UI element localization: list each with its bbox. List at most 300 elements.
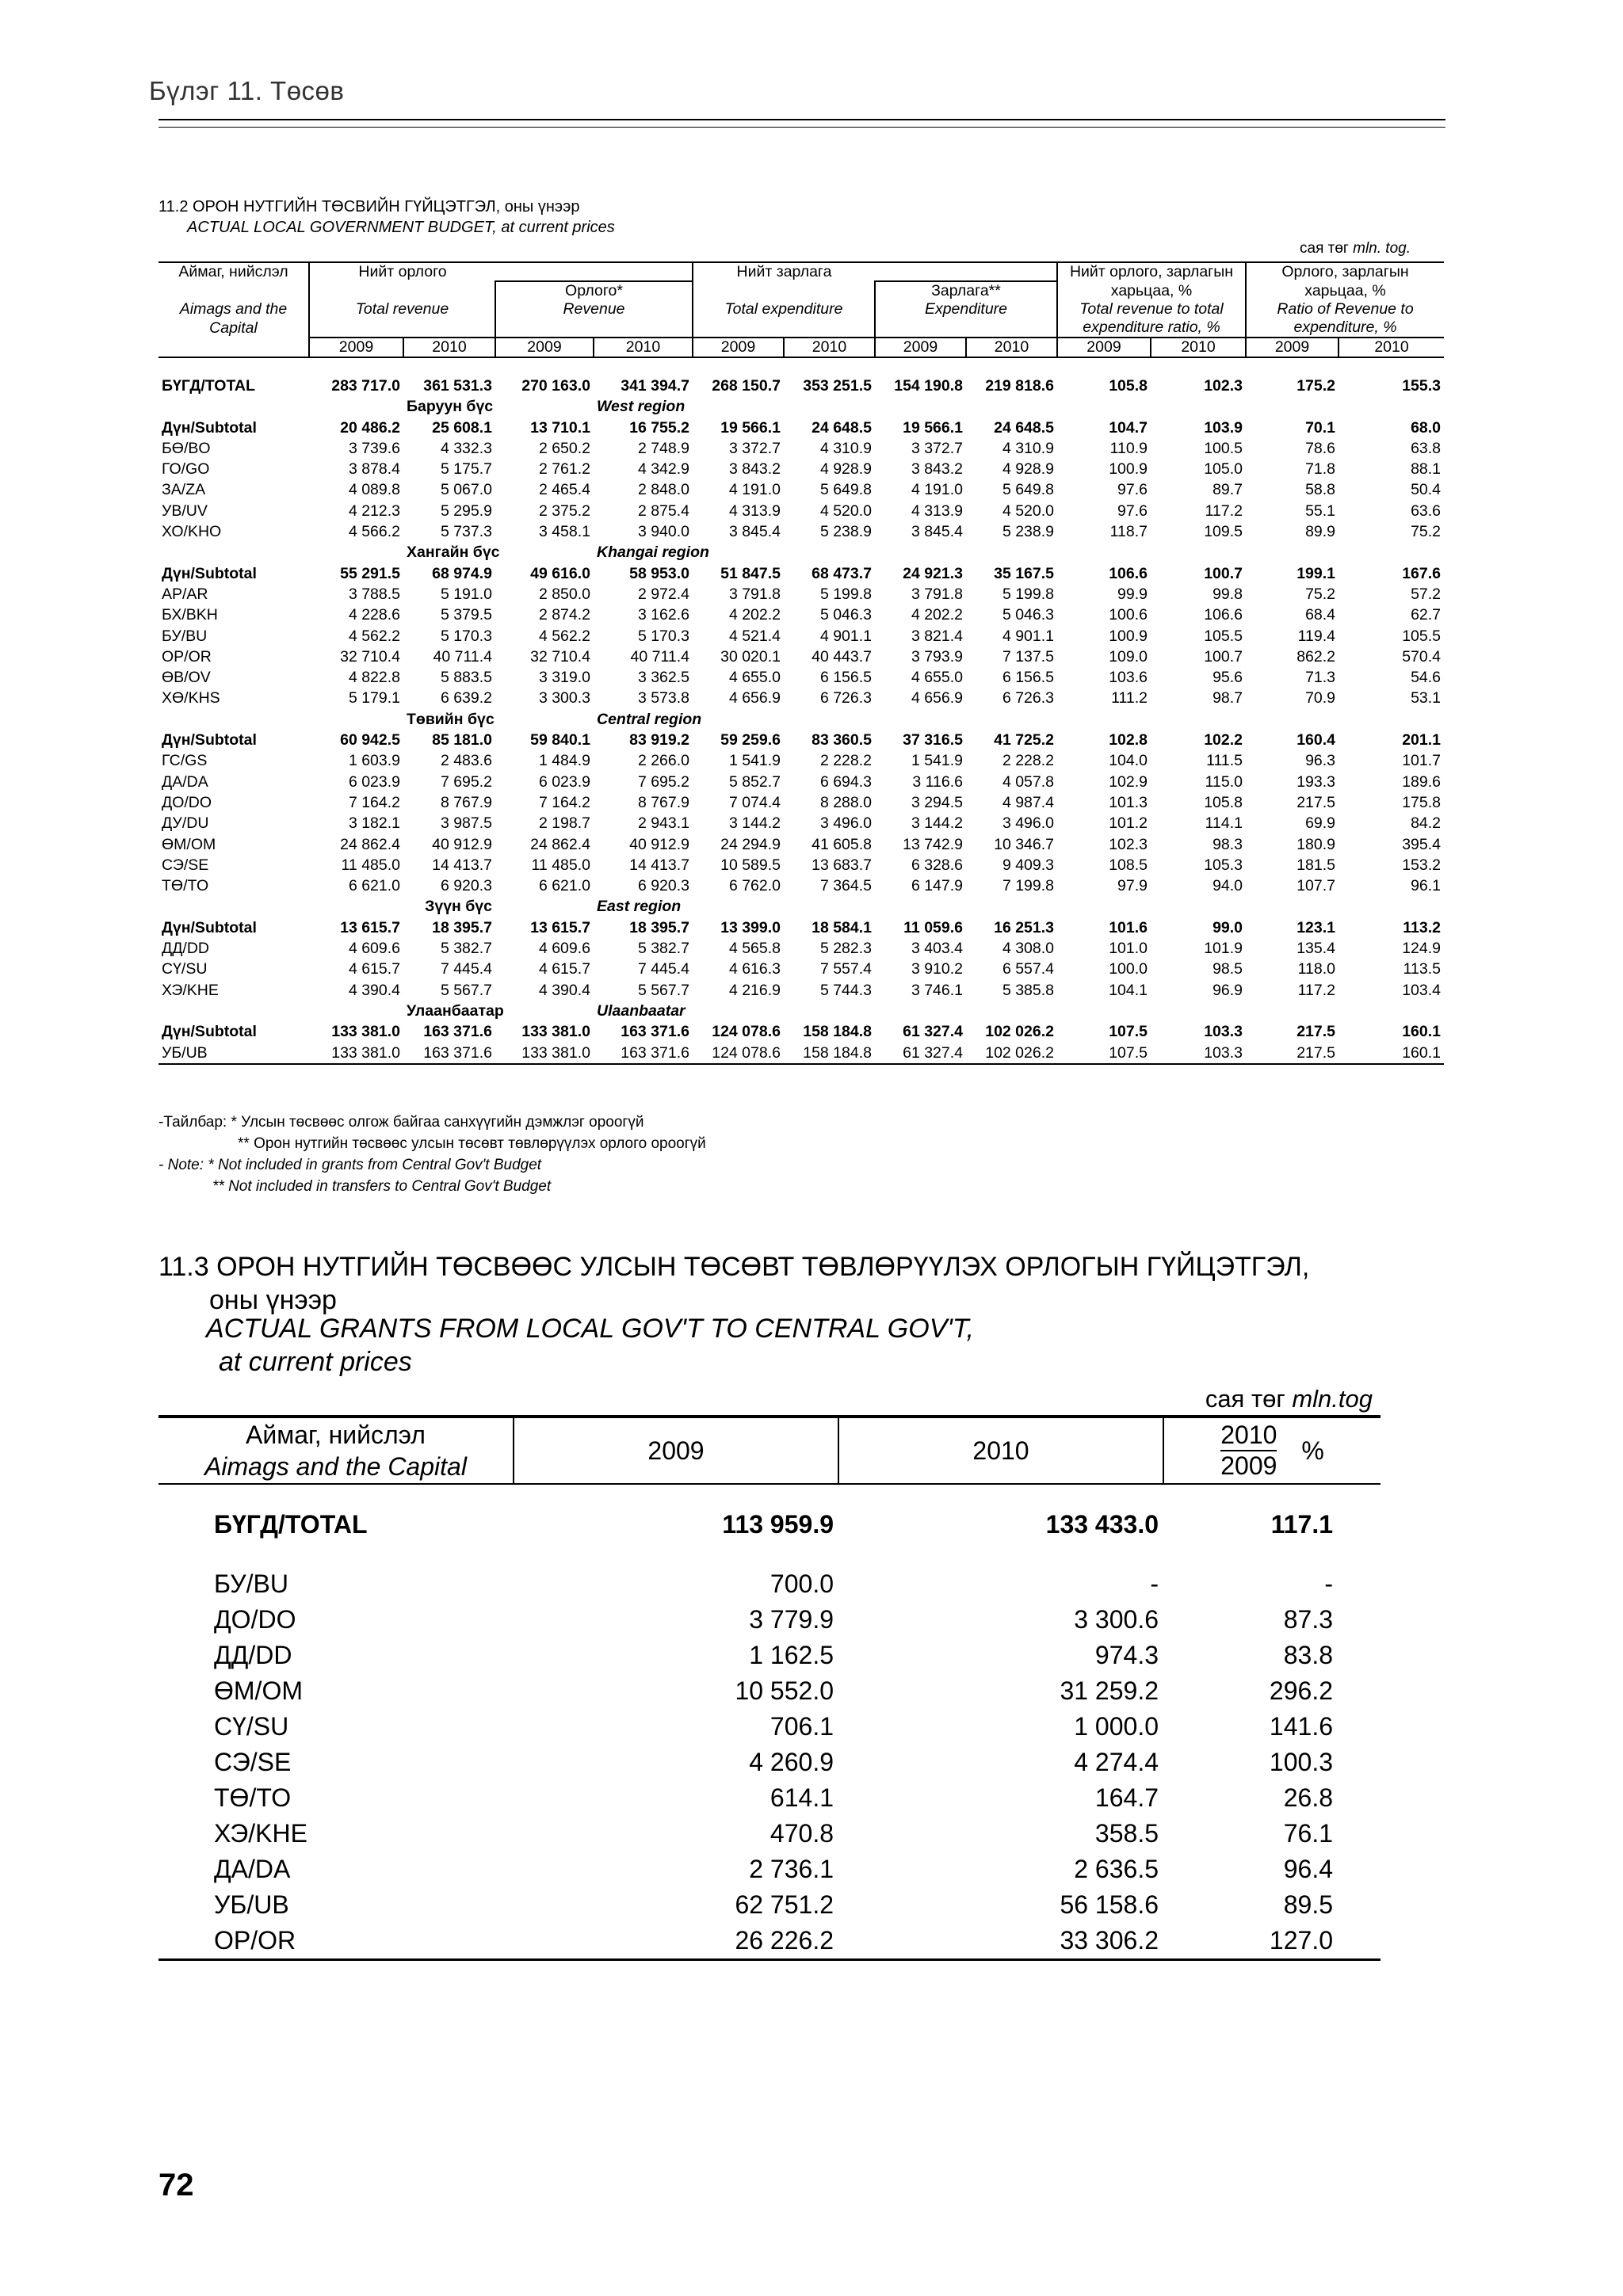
cell-value: 49 616.0 <box>530 564 590 582</box>
cell-value: 94.0 <box>1212 877 1243 895</box>
cell-value: 2 850.0 <box>538 585 590 603</box>
cell-value: 217.5 <box>1296 793 1336 811</box>
cell-value: 133 381.0 <box>331 1023 400 1041</box>
row-label: ДД/DD <box>214 1641 292 1669</box>
table-row <box>158 459 1444 479</box>
cell-value: 5 744.3 <box>819 981 872 999</box>
cell-value: 117.2 <box>1205 502 1243 520</box>
table-row <box>158 834 1444 855</box>
cell-value: 5 199.8 <box>1002 585 1054 603</box>
cell-value: 5 567.7 <box>637 981 689 999</box>
cell-value: 6 762.0 <box>728 877 781 895</box>
t2-head-2009: 2009 <box>514 1417 838 1484</box>
cell-value: 5 567.7 <box>440 981 492 999</box>
cell-value: 7 557.4 <box>819 960 872 978</box>
cell-value: 13 399.0 <box>720 918 781 936</box>
cell-value: 103.4 <box>1402 981 1442 999</box>
t1-head-total-rev: Нийт орлого <box>309 262 495 281</box>
cell-value: 3 746.1 <box>911 981 963 999</box>
cell-value: 102 026.2 <box>985 1043 1054 1062</box>
cell-value: 24 294.9 <box>720 835 781 853</box>
note-4: ** Not included in transfers to Central Gov't Budget <box>212 1178 552 1195</box>
cell-value: 68.0 <box>1411 418 1442 437</box>
cell-value: 7 695.2 <box>440 772 492 791</box>
cell-value: 26 226.2 <box>735 1926 834 1955</box>
cell-value: 100.0 <box>1109 960 1148 978</box>
cell-value: 63.6 <box>1411 502 1442 520</box>
cell-value: 5 046.3 <box>819 606 872 624</box>
cell-value: 58.8 <box>1305 481 1336 499</box>
row-label: ДА/DA <box>162 772 208 791</box>
t2-head-aimag-en: Aimags and the Capital <box>204 1452 467 1481</box>
note-1: -Тайлбар: * Улсын төсвөөс олгож байгаа санхүүгийн дэмжлэг ороогүй <box>158 1114 644 1131</box>
cell-value: 118.7 <box>1109 523 1148 541</box>
row-label: Дүн/Subtotal <box>162 418 257 437</box>
cell-value: 217.5 <box>1296 1043 1336 1062</box>
t1-head-ratio1-en-b: expenditure ratio, % <box>1057 318 1246 338</box>
cell-value: 3 496.0 <box>1002 814 1054 833</box>
cell-value: 3 496.0 <box>819 814 872 833</box>
cell-value: 167.6 <box>1402 564 1442 582</box>
cell-value: 113.5 <box>1403 960 1442 978</box>
cell-value: 164.7 <box>1094 1783 1159 1812</box>
t1-head-ratio1-b: харьцаа, % <box>1057 281 1246 300</box>
cell-value: 270 163.0 <box>521 377 590 395</box>
cell-value: 163 371.6 <box>621 1043 689 1062</box>
table-row <box>158 438 1444 459</box>
cell-value: 113 959.9 <box>722 1510 834 1539</box>
cell-value: 100.5 <box>1204 439 1243 457</box>
cell-value: 101.0 <box>1109 940 1148 958</box>
t1-head-rev: Орлого* <box>495 281 693 300</box>
cell-value: 4 216.9 <box>728 981 781 999</box>
cell-value: 4 655.0 <box>911 669 963 687</box>
cell-value: 5 649.8 <box>819 481 872 499</box>
cell-value: 1 541.9 <box>911 752 963 770</box>
cell-value: 4 562.2 <box>538 627 590 645</box>
cell-value: 4 313.9 <box>728 502 781 520</box>
cell-value: 114.1 <box>1205 814 1243 833</box>
cell-value: 5 649.8 <box>1002 481 1054 499</box>
cell-value: 4 390.4 <box>538 981 590 999</box>
cell-value: 19 566.1 <box>720 418 781 437</box>
cell-value: 2 848.0 <box>637 481 689 499</box>
cell-value: 4 390.4 <box>348 981 400 999</box>
t2-head-ratio-top: 2010 <box>1220 1421 1277 1451</box>
table-row <box>158 938 1444 959</box>
cell-value: 63.8 <box>1411 439 1442 457</box>
cell-value: 110.9 <box>1109 439 1148 457</box>
cell-value: 4 308.0 <box>1002 940 1054 958</box>
cell-value: 5 883.5 <box>440 669 492 687</box>
cell-value: 180.9 <box>1296 835 1336 853</box>
cell-value: 13 615.7 <box>530 918 590 936</box>
cell-value: 5 046.3 <box>1002 606 1054 624</box>
t1-head-year: 2010 <box>966 338 1057 357</box>
cell-value: 133 381.0 <box>521 1043 590 1062</box>
cell-value: 4 310.9 <box>819 439 872 457</box>
region-name-mn: Хангайн бүс <box>407 543 500 562</box>
cell-value: 101.7 <box>1402 752 1442 770</box>
cell-value: 2 228.2 <box>1002 752 1054 770</box>
subtotal-row <box>158 376 1444 396</box>
t1-head-rev-en: Revenue <box>495 300 693 318</box>
cell-value: 100.3 <box>1269 1748 1333 1776</box>
table-row <box>158 646 1444 667</box>
region-row <box>158 396 1444 417</box>
table-row <box>158 792 1444 813</box>
cell-value: 614.1 <box>769 1783 834 1812</box>
cell-value: 3 910.2 <box>911 960 963 978</box>
cell-value: 40 443.7 <box>812 647 872 666</box>
t1-head-ratio2-a: Орлого, зарлагын <box>1246 262 1444 281</box>
row-label: УВ/UV <box>162 502 208 520</box>
region-row <box>158 542 1444 563</box>
cell-value: 7 164.2 <box>348 793 400 811</box>
cell-value: 40 912.9 <box>432 835 492 853</box>
cell-value: 102.3 <box>1109 835 1148 853</box>
cell-value: 69.9 <box>1305 814 1336 833</box>
cell-value: 5 382.7 <box>637 940 689 958</box>
cell-value: 6 726.3 <box>819 689 872 707</box>
cell-value: 4 342.9 <box>637 460 689 479</box>
cell-value: 9 409.3 <box>1002 856 1054 874</box>
cell-value: 8 288.0 <box>819 793 872 811</box>
cell-value: 3 843.2 <box>911 460 963 479</box>
t1-head-total-exp: Нийт зарлага <box>693 262 875 281</box>
cell-value: 89.5 <box>1283 1890 1333 1919</box>
cell-value: 88.1 <box>1411 460 1442 479</box>
cell-value: 3 793.9 <box>911 647 963 666</box>
cell-value: 99.9 <box>1117 585 1148 603</box>
cell-value: 160.1 <box>1402 1043 1442 1062</box>
cell-value: 16 755.2 <box>629 418 689 437</box>
cell-value: 96.1 <box>1411 877 1442 895</box>
cell-value: 219 818.6 <box>985 377 1054 395</box>
table2-title-en-2: at current prices <box>219 1347 412 1377</box>
cell-value: 83 360.5 <box>812 731 872 749</box>
t2-head-fraction <box>1220 1421 1277 1481</box>
cell-value: 50.4 <box>1411 481 1442 499</box>
cell-value: 5 737.3 <box>440 523 492 541</box>
region-name-en: Khangai region <box>597 543 709 562</box>
table-row <box>158 1745 1381 1780</box>
t1-head-year: 2009 <box>309 338 403 357</box>
row-label: ОР/OR <box>214 1926 296 1955</box>
cell-value: 62.7 <box>1411 606 1442 624</box>
cell-value: 24 648.5 <box>812 418 872 437</box>
cell-value: 32 710.4 <box>530 647 590 666</box>
table-row <box>158 1852 1381 1887</box>
cell-value: 7 164.2 <box>538 793 590 811</box>
cell-value: 7 074.4 <box>728 793 781 811</box>
t1-head-ratio1-a: Нийт орлого, зарлагын <box>1057 262 1246 281</box>
table2 <box>158 1415 1381 1962</box>
region-row <box>158 709 1444 730</box>
cell-value: 6 156.5 <box>819 669 872 687</box>
cell-value: 4 057.8 <box>1002 772 1054 791</box>
cell-value: 6 726.3 <box>1002 689 1054 707</box>
cell-value: 4 191.0 <box>728 481 781 499</box>
cell-value: 87.3 <box>1283 1605 1333 1634</box>
cell-value: 361 531.3 <box>423 377 492 395</box>
cell-value: 155.3 <box>1402 377 1442 395</box>
cell-value: 4 609.6 <box>348 940 400 958</box>
cell-value: 4 260.9 <box>749 1748 834 1776</box>
cell-value: 6 156.5 <box>1002 669 1054 687</box>
cell-value: 4 656.9 <box>911 689 963 707</box>
cell-value: 107.7 <box>1296 877 1336 895</box>
cell-value: 158 184.8 <box>803 1043 872 1062</box>
cell-value: 133 433.0 <box>1045 1510 1159 1539</box>
cell-value: 10 589.5 <box>720 856 781 874</box>
cell-value: 95.6 <box>1212 669 1243 687</box>
cell-value: 1 000.0 <box>1074 1712 1159 1741</box>
cell-value: 18 395.7 <box>629 918 689 936</box>
cell-value: 3 821.4 <box>911 627 963 645</box>
region-name-mn: Баруун бүс <box>407 398 494 416</box>
cell-value: 41 725.2 <box>994 731 1054 749</box>
cell-value: 3 987.5 <box>440 814 492 833</box>
cell-value: 117.1 <box>1270 1510 1333 1539</box>
cell-value: 56 158.6 <box>1060 1890 1159 1919</box>
row-label: БҮГД/TOTAL <box>162 377 255 395</box>
cell-value: 68 473.7 <box>812 564 872 582</box>
cell-value: 83.8 <box>1283 1641 1333 1669</box>
cell-value: 4 615.7 <box>538 960 590 978</box>
header-rule-top <box>158 119 1445 120</box>
cell-value: 97.6 <box>1117 481 1148 499</box>
cell-value: 201.1 <box>1402 731 1442 749</box>
cell-value: 3 372.7 <box>728 439 781 457</box>
cell-value: 3 845.4 <box>911 523 963 541</box>
cell-value: 4 928.9 <box>819 460 872 479</box>
note-2: ** Орон нутгийн төсвөөс улсын төсөвт төвлөрүүлэх орлого ороогүй <box>238 1135 706 1152</box>
cell-value: 358.5 <box>1094 1819 1159 1848</box>
table-row <box>158 1887 1381 1923</box>
cell-value: 133 381.0 <box>331 1043 400 1062</box>
cell-value: 4 901.1 <box>819 627 872 645</box>
cell-value: 100.7 <box>1204 564 1243 582</box>
row-label: ДО/DO <box>162 793 212 811</box>
cell-value: 6 621.0 <box>538 877 590 895</box>
cell-value: 16 251.3 <box>994 918 1054 936</box>
t1-head-aimag: Аймаг, нийслэл <box>158 262 309 281</box>
cell-value: 68 974.9 <box>432 564 492 582</box>
row-label: БУ/BU <box>214 1569 288 1598</box>
table-row <box>158 1709 1381 1745</box>
cell-value: 24 862.4 <box>340 835 400 853</box>
cell-value: 2 736.1 <box>749 1855 834 1883</box>
cell-value: 103.6 <box>1109 669 1148 687</box>
region-name-mn: Зүүн бүс <box>425 898 492 916</box>
table-row <box>158 688 1444 708</box>
cell-value: 71.3 <box>1305 669 1336 687</box>
cell-value: 135.4 <box>1296 940 1336 958</box>
table2-title-en-1: ACTUAL GRANTS FROM LOCAL GOV'T TO CENTRAL GOV'T, <box>206 1314 974 1344</box>
t1-head-year: 2009 <box>693 338 784 357</box>
cell-value: 41 605.8 <box>812 835 872 853</box>
t1-head-total-exp-en: Total expenditure <box>693 300 875 318</box>
row-label: Дүн/Subtotal <box>162 731 257 749</box>
cell-value: 103.9 <box>1204 418 1243 437</box>
cell-value: 395.4 <box>1402 835 1442 853</box>
cell-value: 104.1 <box>1109 981 1148 999</box>
cell-value: 103.3 <box>1204 1023 1243 1041</box>
t1-head-aimag-en-2: Capital <box>209 318 258 337</box>
t1-head-year: 2009 <box>1246 338 1338 357</box>
cell-value: 7 199.8 <box>1002 877 1054 895</box>
cell-value: 102.3 <box>1204 377 1243 395</box>
cell-value: 118.0 <box>1297 960 1336 978</box>
table-row <box>158 980 1444 1001</box>
cell-value: 2 748.9 <box>637 439 689 457</box>
cell-value: 175.8 <box>1402 793 1442 811</box>
note-3: - Note: * Not included in grants from Central Gov't Budget <box>158 1157 542 1173</box>
region-name-en: West region <box>597 398 685 416</box>
cell-value: 3 144.2 <box>911 814 963 833</box>
cell-value: 2 228.2 <box>819 752 872 770</box>
cell-value: 3 372.7 <box>911 439 963 457</box>
chapter-title: Бүлэг 11. Төсөв <box>149 76 345 105</box>
cell-value: 13 683.7 <box>812 856 872 874</box>
cell-value: 124 078.6 <box>712 1043 781 1062</box>
t1-head-total-rev-en: Total revenue <box>309 300 495 318</box>
cell-value: 4 566.2 <box>348 523 400 541</box>
t2-head-2010: 2010 <box>838 1417 1163 1484</box>
cell-value: 68.4 <box>1305 606 1336 624</box>
cell-value: 3 845.4 <box>728 523 781 541</box>
cell-value: 127.0 <box>1269 1926 1333 1955</box>
t1-head-year: 2009 <box>875 338 966 357</box>
t1-head-year: 2010 <box>403 338 495 357</box>
region-name-en: East region <box>597 898 682 916</box>
cell-value: 4 089.8 <box>348 481 400 499</box>
row-label: ЗА/ZA <box>162 481 206 499</box>
cell-value: 160.1 <box>1402 1023 1442 1041</box>
cell-value: 5 191.0 <box>440 585 492 603</box>
cell-value: 10 346.7 <box>994 835 1054 853</box>
cell-value: 3 403.4 <box>911 940 963 958</box>
cell-value: 97.9 <box>1117 877 1148 895</box>
cell-value: 4 615.7 <box>348 960 400 978</box>
cell-value: 5 238.9 <box>1002 523 1054 541</box>
t1-head-ratio2-b: харьцаа, % <box>1246 281 1444 300</box>
cell-value: 163 371.6 <box>423 1043 492 1062</box>
cell-value: 4 212.3 <box>348 502 400 520</box>
cell-value: 60 942.5 <box>340 731 400 749</box>
table-row <box>158 1673 1381 1709</box>
cell-value: 31 259.2 <box>1060 1676 1159 1705</box>
cell-value: 11 485.0 <box>341 856 400 874</box>
t1-head-ratio2-en-b: expenditure, % <box>1246 318 1444 338</box>
subtotal-row <box>158 1021 1444 1042</box>
cell-value: 5 170.3 <box>637 627 689 645</box>
cell-value: 89.7 <box>1212 481 1243 499</box>
region-name-mn: Улаанбаатар <box>407 1001 504 1020</box>
cell-value: 2 874.2 <box>538 606 590 624</box>
cell-value: 5 282.3 <box>819 940 872 958</box>
cell-value: 7 445.4 <box>637 960 689 978</box>
cell-value: 3 362.5 <box>637 669 689 687</box>
cell-value: 32 710.4 <box>340 647 400 666</box>
cell-value: 700.0 <box>769 1569 834 1598</box>
page-number: 72 <box>158 2168 194 2203</box>
cell-value: 37 316.5 <box>903 731 963 749</box>
cell-value: 6 920.3 <box>637 877 689 895</box>
cell-value: 119.4 <box>1297 627 1336 645</box>
t2-head-ratio-bottom: 2009 <box>1220 1451 1277 1480</box>
cell-value: 3 843.2 <box>728 460 781 479</box>
row-label: СЭ/SE <box>162 856 209 874</box>
cell-value: 75.2 <box>1411 523 1442 541</box>
t2-head-aimag-mn: Аймаг, нийслэл <box>246 1421 426 1449</box>
cell-value: 2 483.6 <box>440 752 492 770</box>
cell-value: 3 300.3 <box>538 689 590 707</box>
cell-value: 3 182.1 <box>348 814 400 833</box>
t2-head-aimag <box>158 1417 514 1484</box>
cell-value: 4 274.4 <box>1074 1748 1159 1776</box>
cell-value: 7 445.4 <box>440 960 492 978</box>
cell-value: 2 761.2 <box>538 460 590 479</box>
cell-value: - <box>1150 1569 1159 1598</box>
cell-value: 102.2 <box>1204 731 1243 749</box>
cell-value: 175.2 <box>1296 377 1336 395</box>
cell-value: 3 739.6 <box>348 439 400 457</box>
table-row <box>158 1043 1444 1064</box>
cell-value: 133 381.0 <box>521 1023 590 1041</box>
cell-value: 55.1 <box>1305 502 1336 520</box>
cell-value: 5 067.0 <box>440 481 492 499</box>
t1-head-exp: Зарлага** <box>875 281 1057 300</box>
cell-value: 106.6 <box>1109 564 1148 582</box>
row-label: БҮГД/TOTAL <box>214 1510 368 1539</box>
cell-value: 85 181.0 <box>432 731 492 749</box>
cell-value: 4 228.6 <box>348 606 400 624</box>
table-row <box>158 1923 1381 1960</box>
cell-value: 5 382.7 <box>440 940 492 958</box>
cell-value: 89.9 <box>1305 523 1336 541</box>
cell-value: 4 520.0 <box>819 502 872 520</box>
t1-head-year: 2010 <box>784 338 875 357</box>
cell-value: 105.0 <box>1204 460 1243 479</box>
cell-value: 283 717.0 <box>331 377 400 395</box>
cell-value: 5 170.3 <box>440 627 492 645</box>
region-name-en: Ulaanbaatar <box>597 1001 685 1020</box>
cell-value: 862.2 <box>1296 647 1336 666</box>
row-label: АР/AR <box>162 585 208 603</box>
row-label: ГО/GO <box>162 460 210 479</box>
cell-value: 470.8 <box>769 1819 834 1848</box>
cell-value: 2 972.4 <box>637 585 689 603</box>
row-label: ДУ/DU <box>162 814 209 833</box>
table-row <box>158 521 1444 542</box>
cell-value: 2 198.7 <box>538 814 590 833</box>
cell-value: 33 306.2 <box>1060 1926 1159 1955</box>
cell-value: 105.5 <box>1204 627 1243 645</box>
cell-value: 70.9 <box>1305 689 1336 707</box>
cell-value: 105.8 <box>1204 793 1243 811</box>
cell-value: 78.6 <box>1305 439 1336 457</box>
cell-value: 706.1 <box>769 1712 834 1741</box>
cell-value: 62 751.2 <box>735 1890 834 1919</box>
cell-value: 105.3 <box>1204 856 1243 874</box>
cell-value: 103.3 <box>1204 1043 1243 1062</box>
row-label: ХЭ/KHE <box>162 981 219 999</box>
cell-value: 83 919.2 <box>629 731 689 749</box>
cell-value: 14 413.7 <box>629 856 689 874</box>
cell-value: 6 920.3 <box>440 877 492 895</box>
